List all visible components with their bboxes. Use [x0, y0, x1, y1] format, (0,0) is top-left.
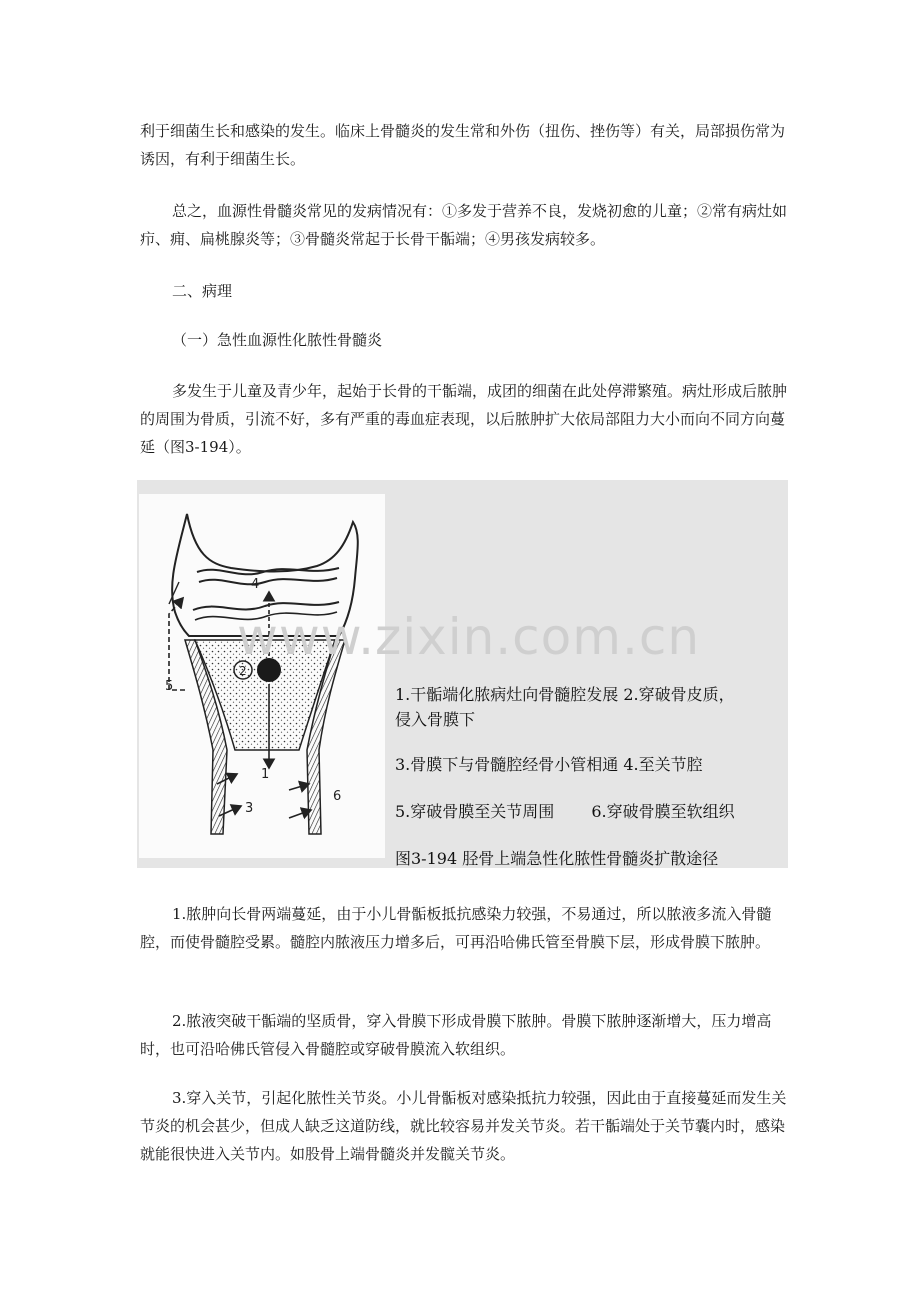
figure-title: 图3-194 胫骨上端急性化脓性骨髓炎扩散途径	[395, 849, 719, 868]
paragraph-point-1: 1.脓肿向长骨两端蔓延，由于小儿骨骺板抵抗感染力较强，不易通过，所以脓液多流入骨髓腔，而使骨髓腔受累。髓腔内脓液压力增多后，可再沿哈佛氏管至骨膜下层，形成骨膜下脓肿。	[140, 905, 772, 951]
label-4: 4	[251, 577, 260, 592]
tibia-illustration	[139, 494, 385, 858]
section-heading-pathology: 二、病理	[172, 282, 233, 300]
paragraph-point-3: 3.穿入关节，引起化脓性关节炎。小儿骨骺板对感染抵抗力较强，因此由于直接蔓延而发生关节炎的机会甚少，但成人缺乏这道防线，就比较容易并发关节炎。若干骺端处于关节囊内时，感染就能很快进入关节内。如股骨上端骨髓炎并发髋关节炎。	[140, 1089, 787, 1163]
caption-line-3: 3.骨膜下与骨髓腔经骨小管相通 4.至关节腔	[395, 755, 703, 774]
paragraph-continued: 利于细菌生长和感染的发生。临床上骨髓炎的发生常和外伤（扭伤、挫伤等）有关，局部损伤常为诱因，有利于细菌生长。	[140, 122, 786, 168]
figure-panel	[137, 480, 788, 868]
paragraph-point-2: 2.脓液突破干骺端的坚质骨，穿入骨膜下形成骨膜下脓肿。骨膜下脓肿逐渐增大，压力增高时，也可沿哈佛氏管侵入骨髓腔或穿破骨膜流入软组织。	[140, 1012, 772, 1058]
label-6: 6	[333, 789, 342, 804]
paragraph-summary: 总之，血源性骨髓炎常见的发病情况有：①多发于营养不良，发烧初愈的儿童；②常有病灶如疖、痈、扁桃腺炎等；③骨髓炎常起于长骨干骺端；④男孩发病较多。	[140, 202, 788, 248]
watermark: www.zixin.com.cn	[237, 608, 701, 666]
label-2: 2	[239, 664, 247, 678]
paragraph-description: 多发生于儿童及青少年，起始于长骨的干骺端，成团的细菌在此处停滞繁殖。病灶形成后脓肿的周围为骨质，引流不好，多有严重的毒血症表现，以后脓肿扩大依局部阻力大小而向不同方向蔓延（图3-194）。	[140, 382, 788, 456]
bone-diagram-svg	[139, 494, 385, 858]
label-1: 1	[261, 767, 270, 782]
label-5: 5	[165, 679, 174, 694]
label-3: 3	[245, 801, 254, 816]
subsection-heading: （一）急性血源性化脓性骨髓炎	[172, 331, 383, 349]
caption-line-1: 1.干骺端化脓病灶向骨髓腔发展 2.穿破骨皮质，	[395, 685, 735, 704]
caption-line-4: 5.穿破骨膜至关节周围 6.穿破骨膜至软组织	[395, 802, 735, 821]
caption-line-2: 侵入骨膜下	[395, 710, 476, 729]
